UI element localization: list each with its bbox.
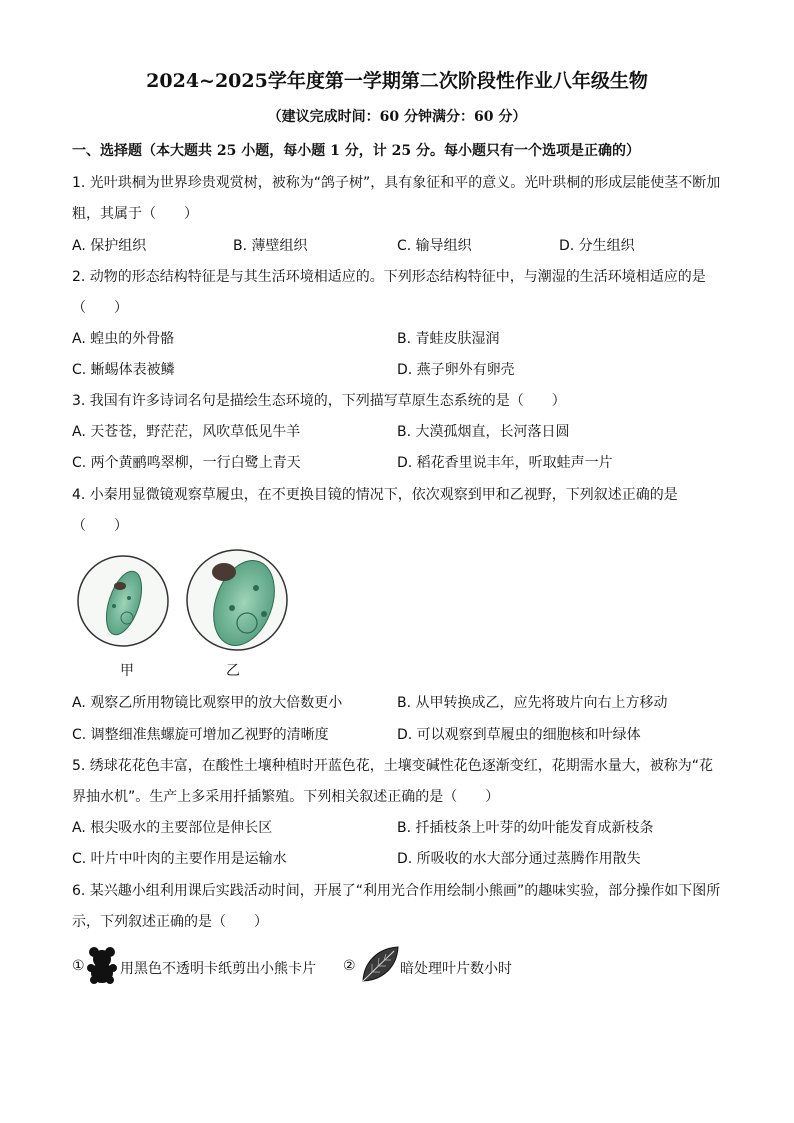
question-2-line-2: （ ） <box>72 300 128 316</box>
step-2-text: 暗处理叶片数小时 <box>400 961 512 977</box>
question-1-option-c: C. 输导组织 <box>397 238 472 254</box>
question-4-option-b: B. 从甲转换成乙，应先将玻片向右上方移动 <box>397 695 668 711</box>
question-4-option-a: A. 观察乙所用物镜比观察甲的放大倍数更小 <box>72 695 343 711</box>
page-subtitle: （建议完成时间：60 分钟满分：60 分） <box>267 109 527 125</box>
question-4-line-2: （ ） <box>72 518 128 534</box>
question-5-option-c: C. 叶片中叶肉的主要作用是运输水 <box>72 851 287 867</box>
question-2-option-b: B. 青蛙皮肤湿润 <box>397 331 500 347</box>
question-6-line-2: 示，下列叙述正确的是（ ） <box>72 914 268 930</box>
bear-card-icon <box>86 946 118 984</box>
microscope-fields-figure <box>74 548 294 688</box>
question-1-option-a: A. 保护组织 <box>72 238 147 254</box>
question-3-option-a: A. 天苍苍，野茫茫，风吹草低见牛羊 <box>72 424 301 440</box>
field-yi-view <box>187 550 287 654</box>
step-1-number: ① <box>72 958 85 974</box>
question-3-option-d: D. 稻花香里说丰年，听取蛙声一片 <box>397 455 613 471</box>
question-3-line-1: 3. 我国有许多诗词名句是描绘生态环境的，下列描写草原生态系统的是（ ） <box>72 393 566 409</box>
question-2-option-c: C. 蜥蜴体表被鳞 <box>72 362 175 378</box>
question-5-option-b: B. 扦插枝条上叶芽的幼叶能发育成新枝条 <box>397 820 654 836</box>
question-1-option-d: D. 分生组织 <box>559 238 635 254</box>
question-5-option-a: A. 根尖吸水的主要部位是伸长区 <box>72 820 273 836</box>
question-3-option-b: B. 大漠孤烟直，长河落日圆 <box>397 424 570 440</box>
question-4-option-c: C. 调整细准焦螺旋可增加乙视野的清晰度 <box>72 727 329 743</box>
question-1-line-1: 1. 光叶珙桐为世界珍贵观赏树，被称为“鸽子树”，具有象征和平的意义。光叶珙桐的形成层能使茎不断加 <box>72 175 721 191</box>
step-2-number: ② <box>343 958 356 974</box>
field-jia-view <box>78 556 168 646</box>
question-3-option-c: C. 两个黄鹂鸣翠柳，一行白鹭上青天 <box>72 455 301 471</box>
question-1-option-b: B. 薄壁组织 <box>233 238 308 254</box>
question-2-option-d: D. 燕子卵外有卵壳 <box>397 362 515 378</box>
section-heading: 一、选择题（本大题共 25 小题，每小题 1 分，计 25 分。每小题只有一个选项是正确的） <box>72 143 640 159</box>
question-1-line-2: 粗，其属于（ ） <box>72 206 198 222</box>
page-title: 2024~2025学年度第一学期第二次阶段性作业八年级生物 <box>146 70 648 92</box>
question-5-option-d: D. 所吸收的水大部分通过蒸腾作用散失 <box>397 851 641 867</box>
question-6-line-1: 6. 某兴趣小组利用课后实践活动时间，开展了“利用光合作用绘制小熊画”的趣味实验，部分操作如下图所 <box>72 883 721 899</box>
question-4-option-d: D. 可以观察到草履虫的细胞核和叶绿体 <box>397 727 641 743</box>
figure-label-yi: 乙 <box>226 663 240 679</box>
question-4-line-1: 4. 小秦用显微镜观察草履虫，在不更换目镜的情况下，依次观察到甲和乙视野，下列叙述正确的是 <box>72 487 678 503</box>
leaf-icon <box>360 944 400 984</box>
question-2-line-1: 2. 动物的形态结构特征是与其生活环境相适应的。下列形态结构特征中，与潮湿的生活环境相适应的是 <box>72 269 706 285</box>
question-5-line-1: 5. 绣球花花色丰富，在酸性土壤种植时开蓝色花，土壤变碱性花色逐渐变红，花期需水量大，被称为“花 <box>72 758 714 774</box>
question-5-line-2: 界抽水机”。生产上多采用扦插繁殖。下列相关叙述正确的是（ ） <box>72 789 500 805</box>
figure-label-jia: 甲 <box>120 663 134 679</box>
step-1-text: 用黑色不透明卡纸剪出小熊卡片 <box>120 961 316 977</box>
question-2-option-a: A. 蝗虫的外骨骼 <box>72 331 175 347</box>
